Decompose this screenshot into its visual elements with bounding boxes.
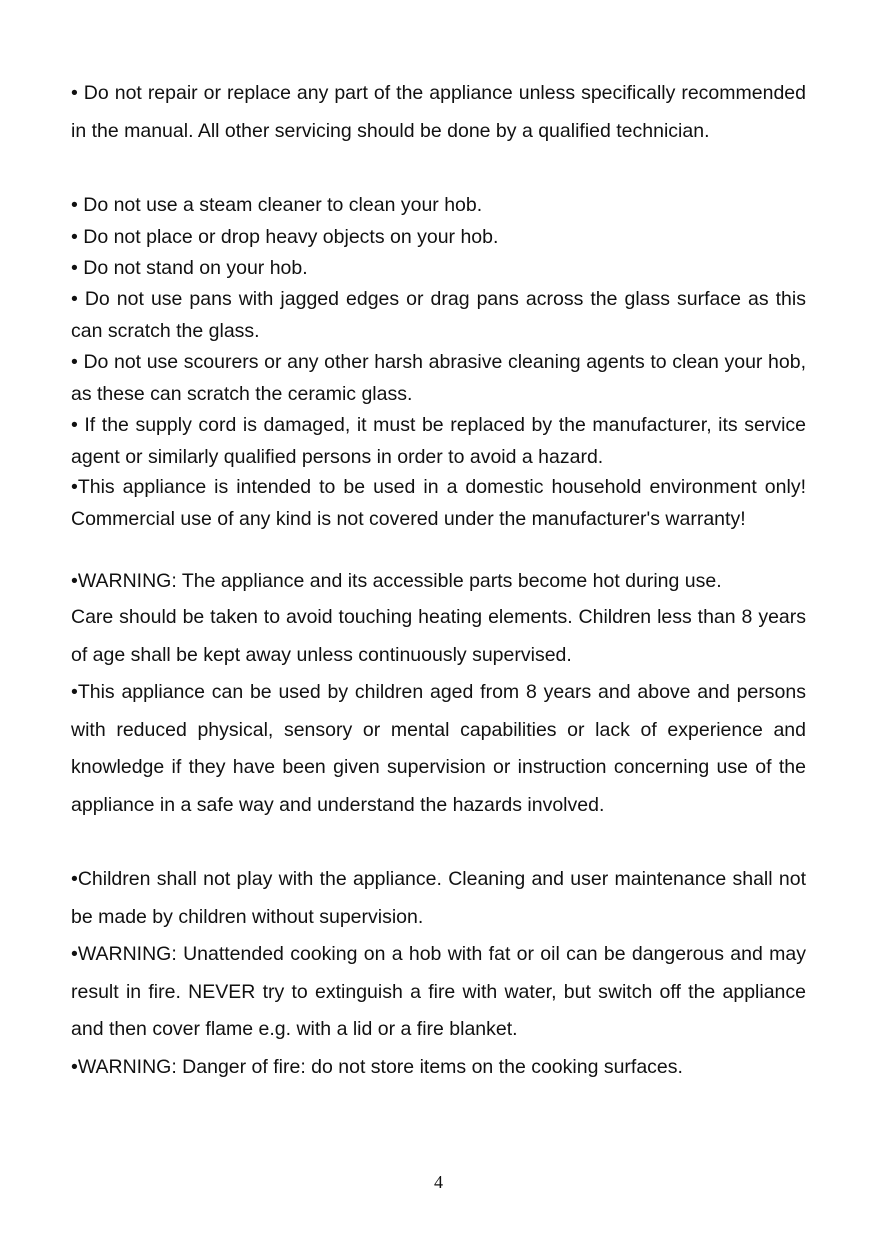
paragraph-children-play: •Children shall not play with the appliance. Cleaning and user maintenance shall not be made by children without supervision. xyxy=(71,868,806,928)
paragraph-children-supervision: •This appliance can be used by children aged from 8 years and above and persons with reduced physical, sensory or mental capabilities or lack of experience and knowledge if they have been given supervision or instruction concerning use of the appliance in a safe way and understand the hazards involved. xyxy=(71,681,806,816)
paragraph-heating-elements: Care should be taken to avoid touching heating elements. Children less than 8 years of age shall be kept away unless continuously supervised. xyxy=(71,606,806,666)
paragraph-warning-hot: •WARNING: The appliance and its accessible parts become hot during use. xyxy=(71,570,722,592)
page-number: 4 xyxy=(434,1172,443,1192)
paragraph-heavy-objects: • Do not place or drop heavy objects on your hob. xyxy=(71,226,499,248)
paragraph-stand: • Do not stand on your hob. xyxy=(71,257,308,279)
paragraph-supply-cord: • If the supply cord is damaged, it must be replaced by the manufacturer, its service agent or similarly qualified persons in order to avoid a hazard. xyxy=(71,414,806,468)
paragraph-steam-cleaner: • Do not use a steam cleaner to clean your hob. xyxy=(71,194,483,216)
paragraph-repair: • Do not repair or replace any part of the appliance unless specifically recommended in the manual. All other servicing should be done by a qualified technician. xyxy=(71,82,806,142)
paragraph-warning-fat-oil: •WARNING: Unattended cooking on a hob with fat or oil can be dangerous and may result in fire. NEVER try to extinguish a fire with water, but switch off the appliance and then cover flame e.g. with a lid or a fire blanket. xyxy=(71,943,806,1040)
paragraph-pans: • Do not use pans with jagged edges or drag pans across the glass surface as this can scratch the glass. xyxy=(71,288,806,342)
paragraph-warning-fire: •WARNING: Danger of fire: do not store items on the cooking surfaces. xyxy=(71,1056,683,1078)
paragraph-scourers: • Do not use scourers or any other harsh abrasive cleaning agents to clean your hob, as these can scratch the ceramic glass. xyxy=(71,351,806,405)
paragraph-domestic-use: •This appliance is intended to be used in a domestic household environment only! Commercial use of any kind is not covered under the manufacturer's warranty! xyxy=(71,476,806,530)
